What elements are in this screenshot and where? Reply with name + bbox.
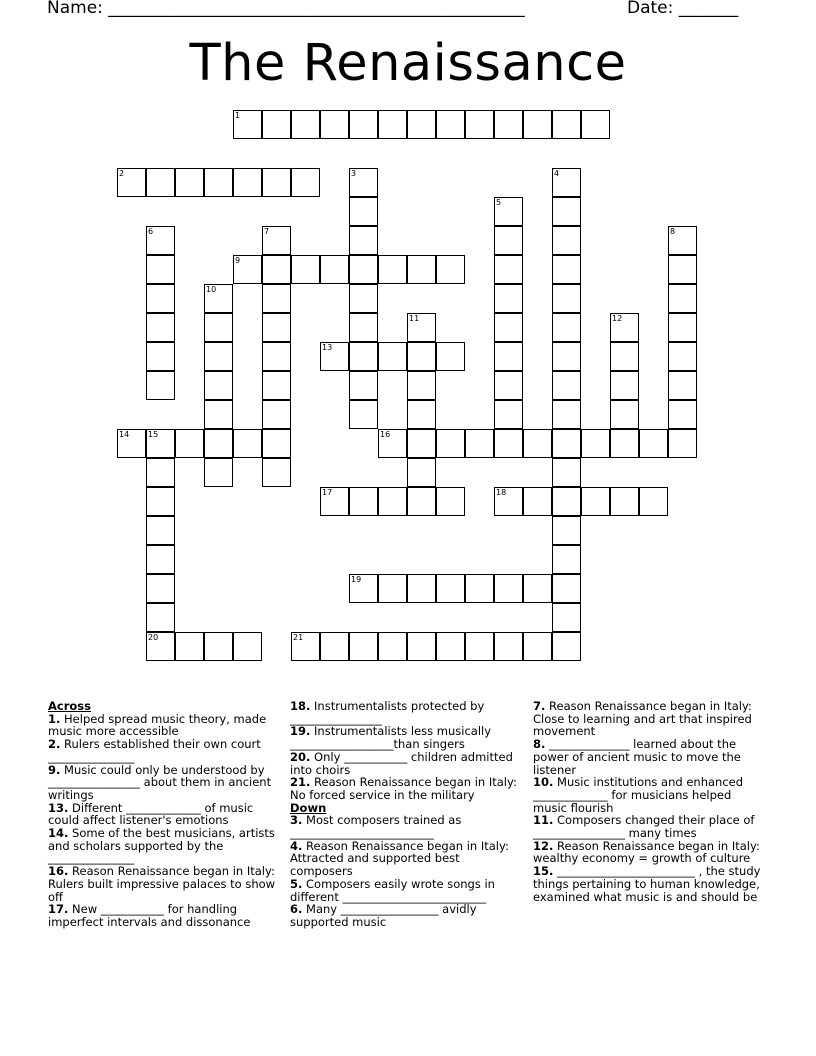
crossword-cell[interactable]: [349, 226, 378, 255]
crossword-cell[interactable]: [349, 168, 378, 197]
clue-number: 15: [148, 430, 159, 439]
crossword-cell[interactable]: [262, 110, 291, 139]
clue-number: 18: [496, 488, 507, 497]
clue-number: 5: [496, 198, 502, 207]
clue-item: [48, 738, 280, 763]
crossword-cell[interactable]: [610, 429, 639, 458]
clue-item-number: 15.: [533, 864, 554, 879]
crossword-cell[interactable]: [552, 632, 581, 661]
clue-number: 11: [409, 314, 420, 323]
crossword-cell[interactable]: [610, 342, 639, 371]
clue-number: 4: [554, 169, 560, 178]
clue-item-number: 16.: [48, 864, 69, 879]
clue-item: [48, 802, 280, 827]
crossword-cell[interactable]: [465, 632, 494, 661]
crossword-cell[interactable]: [146, 284, 175, 313]
crossword-cell[interactable]: [349, 313, 378, 342]
crossword-cell[interactable]: [349, 487, 378, 516]
crossword-cell[interactable]: [668, 429, 697, 458]
clue-item-number: 8.: [533, 737, 546, 752]
clues-column-2: [290, 700, 522, 929]
crossword-cell[interactable]: [552, 197, 581, 226]
clue-item-text: Rulers established their own court _______________: [48, 737, 261, 764]
crossword-cell[interactable]: [204, 168, 233, 197]
crossword-cell[interactable]: [494, 371, 523, 400]
crossword-cell[interactable]: [407, 400, 436, 429]
crossword-cell[interactable]: [204, 400, 233, 429]
crossword-cell[interactable]: [407, 342, 436, 371]
crossword-cell[interactable]: [378, 487, 407, 516]
crossword-cell[interactable]: [204, 342, 233, 371]
crossword-cell[interactable]: [610, 371, 639, 400]
crossword-cell[interactable]: [465, 110, 494, 139]
clue-item-number: 21.: [290, 775, 311, 790]
clue-item-text: Many _________________ avidly supported music: [290, 902, 477, 929]
crossword-cell[interactable]: [291, 110, 320, 139]
crossword-cell[interactable]: [610, 400, 639, 429]
clue-item-number: 20.: [290, 749, 311, 764]
crossword-cell[interactable]: [117, 168, 146, 197]
clue-number: 8: [670, 227, 676, 236]
clue-item-text: Instrumentalists less musically __________________than singers: [290, 724, 492, 752]
crossword-cell[interactable]: [262, 284, 291, 313]
clue-item: [48, 713, 280, 738]
clue-item: [533, 700, 765, 738]
crossword-cell[interactable]: [581, 110, 610, 139]
clue-item-number: 11.: [533, 813, 554, 828]
clue-item-text: Composers changed their place of ________________ many times: [533, 813, 755, 841]
crossword-cell[interactable]: [175, 632, 204, 661]
crossword-cell[interactable]: [523, 574, 552, 603]
crossword-cell[interactable]: [668, 284, 697, 313]
crossword-cell[interactable]: [204, 632, 233, 661]
crossword-cell[interactable]: [610, 487, 639, 516]
crossword-cell[interactable]: [523, 632, 552, 661]
clue-item-text: Only ___________ children admitted into choirs: [290, 749, 513, 777]
clue-item: [290, 776, 522, 801]
clue-item-number: 19.: [290, 724, 311, 739]
crossword-cell[interactable]: [146, 371, 175, 400]
crossword-cell[interactable]: [552, 545, 581, 574]
crossword-cell[interactable]: [552, 284, 581, 313]
crossword-cell[interactable]: [494, 400, 523, 429]
crossword-cell[interactable]: [204, 284, 233, 313]
crossword-cell[interactable]: [349, 371, 378, 400]
clue-item-text: Reason Renaissance began in Italy: Attracted and supported best composers: [290, 838, 509, 879]
clue-item-text: Reason Renaissance began in Italy: Rulers built impressive palaces to show off: [48, 864, 276, 904]
crossword-cell[interactable]: [262, 255, 291, 284]
crossword-cell[interactable]: [436, 342, 465, 371]
clue-number: 2: [119, 169, 125, 178]
crossword-cell[interactable]: [494, 487, 523, 516]
crossword-cell[interactable]: [262, 313, 291, 342]
crossword-cell[interactable]: [349, 284, 378, 313]
crossword-cell[interactable]: [552, 429, 581, 458]
crossword-cell[interactable]: [494, 313, 523, 342]
crossword-cell[interactable]: [436, 574, 465, 603]
crossword-cell[interactable]: [552, 342, 581, 371]
clue-item-number: 4.: [290, 838, 303, 853]
crossword-cell[interactable]: [407, 632, 436, 661]
crossword-cell[interactable]: [349, 400, 378, 429]
clue-item: [290, 878, 522, 903]
clue-item-number: 17.: [48, 902, 69, 917]
clue-item-text: Reason Renaissance began in Italy: wealthy economy = growth of culture: [533, 838, 760, 866]
crossword-cell[interactable]: [523, 487, 552, 516]
crossword-cell[interactable]: [262, 371, 291, 400]
clue-item-text: Instrumentalists protected by ________________: [290, 699, 485, 726]
clue-item-number: 1.: [48, 711, 61, 726]
crossword-cell[interactable]: [146, 255, 175, 284]
crossword-cell[interactable]: [407, 429, 436, 458]
crossword-cell[interactable]: [349, 342, 378, 371]
crossword-cell[interactable]: [436, 429, 465, 458]
crossword-cell[interactable]: [320, 487, 349, 516]
crossword-cell[interactable]: [204, 371, 233, 400]
crossword-cell[interactable]: [668, 226, 697, 255]
crossword-cell[interactable]: [378, 342, 407, 371]
clue-number: 16: [380, 430, 391, 439]
crossword-cell[interactable]: [320, 110, 349, 139]
clue-item-text: ________________________ , the study things pertaining to human knowledge, examined what music is and should be: [533, 864, 761, 904]
crossword-cell[interactable]: [610, 313, 639, 342]
crossword-cell[interactable]: [320, 632, 349, 661]
clue-item: [533, 814, 765, 839]
clue-number: 3: [351, 169, 357, 178]
crossword-cell[interactable]: [668, 255, 697, 284]
clue-item-text: Some of the best musicians, artists and scholars supported by the _______________: [48, 826, 275, 866]
crossword-cell[interactable]: [349, 197, 378, 226]
crossword-cell[interactable]: [407, 371, 436, 400]
crossword-cell[interactable]: [494, 342, 523, 371]
crossword-cell[interactable]: [436, 632, 465, 661]
crossword-cell[interactable]: [552, 574, 581, 603]
crossword-cell[interactable]: [494, 197, 523, 226]
clue-item-text: Most composers trained as _________________________: [290, 813, 462, 841]
clue-number: 1: [235, 111, 241, 120]
crossword-cell[interactable]: [552, 371, 581, 400]
crossword-cell[interactable]: [146, 632, 175, 661]
crossword-cell[interactable]: [552, 487, 581, 516]
down-clue-list: [290, 814, 522, 928]
crossword-cell[interactable]: [581, 487, 610, 516]
clue-item: [533, 776, 765, 814]
clue-item-number: 18.: [290, 699, 311, 713]
crossword-cell[interactable]: [146, 429, 175, 458]
crossword-cell[interactable]: [552, 110, 581, 139]
crossword-cell[interactable]: [407, 458, 436, 487]
clue-item: [290, 903, 522, 928]
crossword-cell[interactable]: [378, 110, 407, 139]
crossword-cell[interactable]: [494, 255, 523, 284]
crossword-cell[interactable]: [233, 632, 262, 661]
crossword-cell[interactable]: [262, 342, 291, 371]
crossword-cell[interactable]: [146, 516, 175, 545]
crossword-cell[interactable]: [291, 632, 320, 661]
crossword-cell[interactable]: [349, 632, 378, 661]
crossword-cell[interactable]: [291, 255, 320, 284]
crossword-cell[interactable]: [146, 574, 175, 603]
crossword-cell[interactable]: [204, 458, 233, 487]
crossword-cell[interactable]: [407, 487, 436, 516]
crossword-cell[interactable]: [639, 429, 668, 458]
crossword-cell[interactable]: [407, 110, 436, 139]
clue-number: 10: [206, 285, 217, 294]
clue-number: 21: [293, 633, 304, 642]
clue-item: [533, 738, 765, 776]
crossword-cell[interactable]: [262, 168, 291, 197]
clue-item-number: 7.: [533, 699, 546, 713]
date-field[interactable]: Date: _______: [627, 0, 739, 18]
clue-item-text: New ___________ for handling imperfect intervals and dissonance: [48, 902, 251, 929]
crossword-cell[interactable]: [146, 487, 175, 516]
clue-item-text: Reason Renaissance began in Italy: Close to learning and art that inspired movement: [533, 699, 752, 739]
crossword-cell[interactable]: [204, 429, 233, 458]
clue-item-number: 9.: [48, 762, 61, 777]
crossword-cell[interactable]: [146, 226, 175, 255]
down-clue-list-continued: [533, 700, 765, 903]
crossword-cell[interactable]: [233, 110, 262, 139]
clue-number: 12: [612, 314, 623, 323]
clue-number: 13: [322, 343, 333, 352]
crossword-cell[interactable]: [378, 574, 407, 603]
clue-item: [48, 827, 280, 865]
clue-item-text: Different _____________ of music could affect listener's emotions: [48, 800, 254, 828]
crossword-cell[interactable]: [436, 110, 465, 139]
clue-item-text: Reason Renaissance began in Italy: No forced service in the military: [290, 775, 517, 802]
clues-column-1: [48, 700, 280, 929]
clues-column-3: [533, 700, 765, 903]
clue-number: 6: [148, 227, 154, 236]
crossword-cell[interactable]: [668, 371, 697, 400]
clue-item: [533, 840, 765, 865]
crossword-cell[interactable]: [204, 313, 233, 342]
clue-item-text: Helped spread music theory, made music more accessible: [48, 711, 267, 739]
crossword-cell[interactable]: [552, 400, 581, 429]
clue-number: 17: [322, 488, 333, 497]
crossword-cell[interactable]: [146, 342, 175, 371]
crossword-cell[interactable]: [668, 400, 697, 429]
crossword-cell[interactable]: [320, 255, 349, 284]
clue-item: [48, 903, 280, 928]
crossword-cell[interactable]: [262, 400, 291, 429]
clue-number: 9: [235, 256, 241, 265]
crossword-cell[interactable]: [407, 255, 436, 284]
crossword-cell[interactable]: [552, 168, 581, 197]
clue-item-text: Composers easily wrote songs in different _________________________: [290, 876, 495, 904]
crossword-cell[interactable]: [523, 110, 552, 139]
clue-item-text: ______________ learned about the power of ancient music to move the listener: [533, 737, 741, 777]
across-clue-list-continued: [290, 700, 522, 802]
crossword-cell[interactable]: [349, 574, 378, 603]
crossword-cell[interactable]: [146, 545, 175, 574]
clue-item-number: 5.: [290, 876, 303, 891]
crossword-cell[interactable]: [668, 342, 697, 371]
clue-item: [290, 814, 522, 839]
crossword-cell[interactable]: [233, 429, 262, 458]
clue-item: [290, 700, 522, 725]
crossword-cell[interactable]: [262, 226, 291, 255]
crossword-cell[interactable]: [378, 255, 407, 284]
crossword-cell[interactable]: [552, 313, 581, 342]
crossword-cell[interactable]: [552, 516, 581, 545]
crossword-cell[interactable]: [349, 255, 378, 284]
clue-item: [533, 865, 765, 903]
crossword-cell[interactable]: [175, 168, 204, 197]
clue-number: 7: [264, 227, 270, 236]
crossword-cell[interactable]: [494, 429, 523, 458]
crossword-cell[interactable]: [494, 226, 523, 255]
crossword-cell[interactable]: [552, 226, 581, 255]
page-title: The Renaissance: [189, 34, 627, 93]
crossword-cell[interactable]: [262, 429, 291, 458]
crossword-cell[interactable]: [262, 458, 291, 487]
crossword-cell[interactable]: [175, 429, 204, 458]
crossword-cell[interactable]: [378, 429, 407, 458]
crossword-cell[interactable]: [639, 487, 668, 516]
clue-item: [290, 725, 522, 750]
clue-item-number: 12.: [533, 838, 554, 853]
clue-item-text: Music could only be understood by ________________ about them in ancient writings: [48, 762, 272, 802]
crossword-cell[interactable]: [436, 255, 465, 284]
crossword-cell[interactable]: [523, 429, 552, 458]
crossword-cell[interactable]: [436, 487, 465, 516]
crossword-cell[interactable]: [552, 255, 581, 284]
clue-item-number: 2.: [48, 737, 61, 752]
clue-item-number: 13.: [48, 800, 69, 815]
crossword-cell[interactable]: [552, 603, 581, 632]
clue-item-number: 10.: [533, 775, 554, 790]
clue-item-number: 6.: [290, 902, 303, 917]
clue-item: [290, 751, 522, 776]
clue-number: 20: [148, 633, 159, 642]
crossword-cell[interactable]: [407, 313, 436, 342]
crossword-cell[interactable]: [465, 429, 494, 458]
clue-number: 19: [351, 575, 362, 584]
crossword-cell[interactable]: [146, 168, 175, 197]
clue-item-text: Music institutions and enhanced _____________ for musicians helped music flourish: [533, 775, 744, 815]
crossword-cell[interactable]: [320, 342, 349, 371]
clue-number: 14: [119, 430, 130, 439]
clue-item-number: 14.: [48, 826, 69, 841]
crossword-cell[interactable]: [117, 429, 146, 458]
crossword-cell[interactable]: [349, 110, 378, 139]
crossword-cell[interactable]: [581, 429, 610, 458]
crossword-cell[interactable]: [146, 603, 175, 632]
crossword-cell[interactable]: [233, 168, 262, 197]
across-clue-list: [48, 713, 280, 929]
crossword-cell[interactable]: [494, 632, 523, 661]
crossword-cell[interactable]: [378, 632, 407, 661]
name-field[interactable]: Name: _________________________________________________: [47, 0, 525, 18]
crossword-cell[interactable]: [552, 458, 581, 487]
crossword-cell[interactable]: [291, 168, 320, 197]
clue-item: [290, 840, 522, 878]
clue-item: [48, 865, 280, 903]
clue-item-number: 3.: [290, 813, 303, 828]
crossword-cell[interactable]: [494, 110, 523, 139]
crossword-cell[interactable]: [233, 255, 262, 284]
down-heading: Down: [290, 800, 327, 815]
crossword-cell[interactable]: [494, 284, 523, 313]
crossword-cell[interactable]: [146, 458, 175, 487]
crossword-cell[interactable]: [465, 574, 494, 603]
crossword-cell[interactable]: [407, 574, 436, 603]
crossword-cell[interactable]: [146, 313, 175, 342]
clue-item: [48, 764, 280, 802]
crossword-cell[interactable]: [494, 574, 523, 603]
crossword-cell[interactable]: [668, 313, 697, 342]
across-heading: Across: [48, 699, 91, 713]
